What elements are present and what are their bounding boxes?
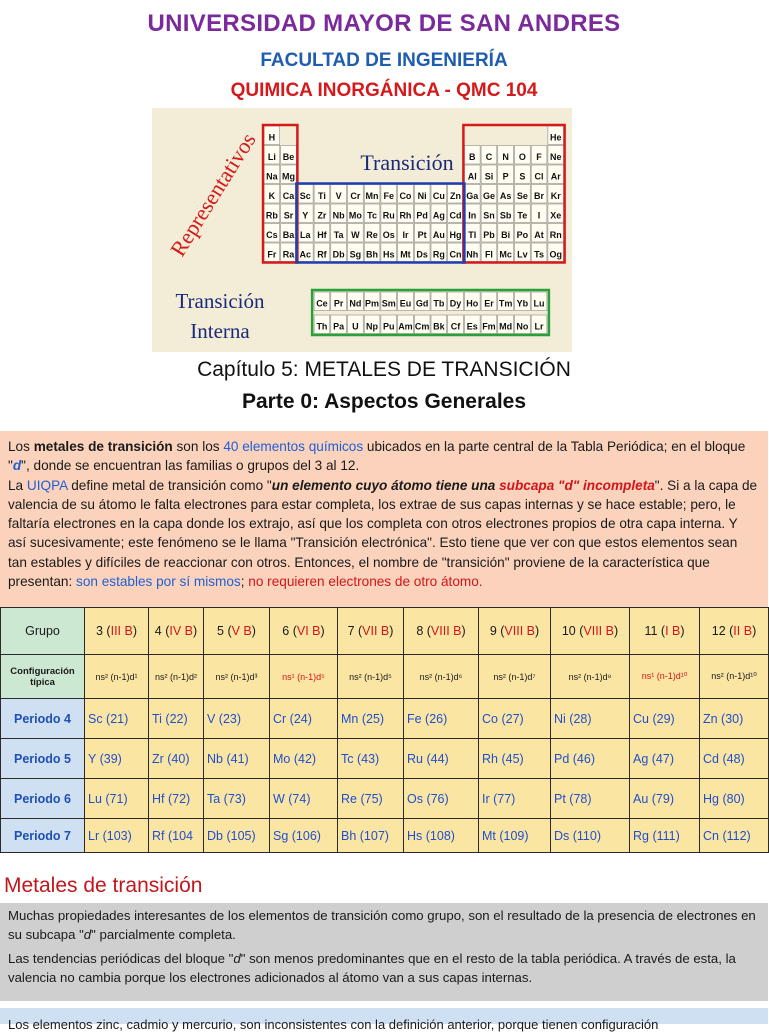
element-symbol: Mc — [499, 249, 512, 260]
element-symbol: Re — [366, 230, 378, 240]
element-symbol: Np — [366, 321, 379, 332]
element-symbol: Cd — [449, 210, 462, 221]
group-cell: 11 (I B) — [630, 608, 700, 655]
element-symbol: Th — [316, 321, 328, 332]
element-symbol: Ti — [318, 191, 326, 201]
element-symbol: Es — [466, 321, 478, 332]
element-symbol: Rf — [317, 249, 327, 260]
uiqpa-link[interactable]: UIQPA — [26, 477, 68, 493]
element-cell: Au (79) — [630, 779, 700, 819]
section-box — [0, 903, 768, 1001]
element-cell: Hs (108) — [404, 819, 479, 853]
element-cell: Mo (42) — [270, 739, 338, 779]
element-cell: Pt (78) — [551, 779, 630, 819]
element-cell: Ru (44) — [404, 739, 479, 779]
element-symbol: Ga — [466, 191, 479, 201]
period-row — [1, 739, 769, 779]
period-label: Periodo 6 — [1, 779, 85, 819]
element-symbol: Cs — [266, 230, 278, 240]
element-symbol: H — [268, 132, 276, 143]
element-symbol: Pd — [416, 210, 428, 221]
element-symbol: Al — [467, 171, 477, 182]
group-cell: 10 (VIII B) — [551, 608, 630, 655]
element-symbol: As — [499, 191, 512, 201]
element-cell: Nb (41) — [204, 739, 270, 779]
element-symbol: He — [549, 132, 562, 143]
transicion-label: Transición — [360, 150, 454, 175]
config-cell: ns² (n-1)d⁸ — [551, 655, 630, 699]
definition-bold: un elemento cuyo átomo tiene una — [271, 477, 500, 493]
element-cell: Cd (48) — [700, 739, 769, 779]
element-symbol: Bh — [366, 249, 379, 260]
period-row — [1, 819, 769, 853]
element-symbol: Sn — [483, 210, 495, 221]
element-symbol: Ts — [534, 249, 544, 260]
element-cell: Cr (24) — [270, 699, 338, 739]
element-cell: Fe (26) — [404, 699, 479, 739]
period-row — [1, 699, 769, 739]
element-symbol: Cu — [432, 191, 445, 201]
element-symbol: Rb — [265, 210, 278, 221]
element-symbol: Ne — [549, 152, 562, 162]
element-symbol: Lv — [517, 249, 528, 260]
element-symbol: Au — [432, 230, 445, 240]
element-symbol: Sb — [499, 210, 512, 221]
transition-metals-table — [0, 607, 769, 853]
note-text: Los elementos zinc, cadmio y mercurio, son inconsistentes con la definición anterior, porque tienen configuración — [8, 1017, 659, 1032]
element-symbol: Pa — [333, 321, 345, 332]
element-cell: Rf (104 — [149, 819, 204, 853]
intro-text: ". Si a la capa de valencia de su átomo le falta electrones para estar completa, los extrae de sus capas internas y se hace estable; pero, le faltaría electrones en la capa donde los extrajo, así que los completa con otros electrones propios de otra capa interna. Y así sucesivamente; este fenómeno se le llama "Transición electrónica". Esto tiene que ver con que estos elementos sean tan estables y difíciles de reaccionar con otros. Entonces, el nombre de "transición" proviene de la característica que presentan: — [8, 477, 758, 590]
config-cell: ns² (n-1)d¹ — [85, 655, 149, 699]
intro-text: ", donde se encuentran las familias o grupos del 3 al 12. — [21, 458, 360, 474]
element-symbol: K — [268, 191, 276, 201]
element-cell: Sc (21) — [85, 699, 149, 739]
config-cell: ns² (n-1)d⁷ — [479, 655, 551, 699]
element-symbol: Sg — [349, 249, 362, 260]
periodic-table-figure — [152, 108, 572, 352]
element-symbol: Ge — [482, 191, 495, 201]
element-symbol: Hs — [382, 249, 395, 260]
group-cell: 5 (V B) — [204, 608, 270, 655]
element-symbol: Lr — [534, 321, 544, 332]
elements-link[interactable]: 40 elementos químicos — [223, 439, 364, 454]
element-cell: Ir (77) — [479, 779, 551, 819]
definition-red: subcapa "d" incompleta — [499, 477, 655, 493]
config-cell: ns² (n-1)d⁵ — [338, 655, 404, 699]
config-cell: ns² (n-1)d⁶ — [404, 655, 479, 699]
element-symbol: F — [536, 152, 542, 162]
element-symbol: Pt — [417, 230, 427, 240]
element-symbol: Lu — [533, 298, 545, 309]
element-symbol: Zn — [450, 191, 462, 201]
element-symbol: Tl — [468, 230, 477, 240]
intro-d-letter: d — [12, 458, 22, 474]
intro-text: son los — [172, 439, 224, 454]
element-cell: V (23) — [204, 699, 270, 739]
element-cell: Sg (106) — [270, 819, 338, 853]
element-symbol: Ra — [282, 249, 295, 260]
period-label: Periodo 7 — [1, 819, 85, 853]
group-label: Grupo — [1, 608, 85, 655]
intro-text: La — [8, 477, 27, 493]
element-symbol: Li — [267, 152, 276, 162]
element-symbol: Bi — [501, 230, 511, 240]
config-cell: ns¹ (n-1)d⁵ — [270, 655, 338, 699]
element-symbol: At — [534, 230, 544, 240]
element-symbol: N — [502, 152, 509, 162]
course-title: QUIMICA INORGÁNICA - QMC 104 — [230, 80, 538, 101]
element-symbol: Nh — [466, 249, 479, 260]
period-label: Periodo 4 — [1, 699, 85, 739]
config-cell: ns² (n-1)d² — [149, 655, 204, 699]
intro-bold: metales de transición — [33, 439, 173, 454]
element-symbol: Br — [534, 191, 545, 201]
university-title: UNIVERSIDAD MAYOR DE SAN ANDRES — [147, 10, 621, 37]
group-cell: 4 (IV B) — [149, 608, 204, 655]
element-cell: Hg (80) — [700, 779, 769, 819]
config-cell: ns² (n-1)d³ — [204, 655, 270, 699]
element-symbol: V — [335, 191, 342, 201]
element-cell: Re (75) — [338, 779, 404, 819]
element-symbol: Ds — [416, 249, 428, 260]
element-symbol: Cm — [414, 321, 430, 332]
element-cell: Zr (40) — [149, 739, 204, 779]
element-symbol: Dy — [449, 298, 462, 309]
element-symbol: W — [351, 230, 360, 240]
intro-text: ; — [240, 574, 249, 590]
element-symbol: Bk — [433, 321, 445, 332]
representativos-label: Representativos — [165, 128, 261, 261]
period-row — [1, 779, 769, 819]
element-cell: Ta (73) — [204, 779, 270, 819]
element-symbol: Nd — [349, 298, 362, 309]
transicion-interna-label-1: Transición — [175, 289, 265, 313]
element-cell: Cu (29) — [630, 699, 700, 739]
element-symbol: Nb — [332, 210, 345, 221]
element-symbol: Db — [332, 249, 345, 260]
element-cell: Lu (71) — [85, 779, 149, 819]
element-symbol: Hf — [317, 230, 327, 240]
section-paragraph-1: Muchas propiedades interesantes de los elementos de transición como grupo, son el resultado de la presencia de electrones en su subcapa "d" parcialmente completa. — [8, 908, 756, 942]
element-symbol: Tc — [367, 210, 377, 221]
element-symbol: La — [299, 230, 311, 240]
element-symbol: Ta — [333, 230, 344, 240]
element-cell: Mn (25) — [338, 699, 404, 739]
element-symbol: Cl — [534, 171, 544, 182]
element-symbol: Se — [516, 191, 528, 201]
element-symbol: Po — [516, 230, 529, 240]
element-cell: Os (76) — [404, 779, 479, 819]
element-cell: Cn (112) — [700, 819, 769, 853]
element-symbol: Am — [398, 321, 413, 332]
element-cell: Co (27) — [479, 699, 551, 739]
element-symbol: S — [519, 171, 526, 182]
element-symbol: Te — [517, 210, 528, 221]
element-symbol: Cr — [350, 191, 361, 201]
element-symbol: P — [502, 171, 509, 182]
config-cell: ns¹ (n-1)d¹⁰ — [630, 655, 700, 699]
element-symbol: O — [518, 152, 526, 162]
element-symbol: In — [468, 210, 477, 221]
element-cell: Pd (46) — [551, 739, 630, 779]
element-symbol: I — [537, 210, 541, 221]
period-label: Periodo 5 — [1, 739, 85, 779]
config-row — [1, 655, 769, 699]
element-symbol: Eu — [399, 298, 412, 309]
element-symbol: Pu — [382, 321, 395, 332]
section-paragraph-2: Las tendencias periódicas del bloque "d" son menos predominantes que en el resto de la tabla periódica. A través de esta, la valencia no cambia porque los electrones adicionados al átomo van a sus capas internas. — [8, 951, 736, 985]
element-cell: Zn (30) — [700, 699, 769, 739]
element-symbol: Md — [499, 321, 513, 332]
element-symbol: Ag — [432, 210, 445, 221]
intro-text: Los — [8, 439, 34, 454]
group-cell: 7 (VII B) — [338, 608, 404, 655]
element-symbol: Pm — [365, 298, 380, 309]
element-symbol: Ar — [550, 171, 561, 182]
element-cell: Rh (45) — [479, 739, 551, 779]
element-symbol: Rn — [549, 230, 562, 240]
element-symbol: Mt — [400, 249, 411, 260]
element-cell: Ag (47) — [630, 739, 700, 779]
element-symbol: Er — [484, 298, 494, 309]
element-symbol: Ba — [282, 230, 295, 240]
element-symbol: Ce — [316, 298, 328, 309]
element-symbol: Mn — [365, 191, 379, 201]
element-symbol: Be — [282, 152, 295, 162]
element-symbol: B — [469, 152, 476, 162]
element-symbol: Cf — [450, 321, 461, 332]
element-cell: Lr (103) — [85, 819, 149, 853]
element-symbol: Sr — [283, 210, 294, 221]
element-symbol: Y — [302, 210, 309, 221]
element-cell: W (74) — [270, 779, 338, 819]
element-symbol: Tb — [433, 298, 445, 309]
element-symbol: Kr — [550, 191, 561, 201]
element-symbol: Ca — [282, 191, 295, 201]
element-symbol: Gd — [415, 298, 429, 309]
element-cell: Ti (22) — [149, 699, 204, 739]
element-symbol: Fr — [267, 249, 277, 260]
element-symbol: Fe — [383, 191, 395, 201]
element-symbol: Si — [484, 171, 494, 182]
transicion-interna-label-2: Interna — [190, 319, 250, 343]
section-title: Metales de transición — [4, 874, 203, 897]
intro-box — [0, 431, 768, 607]
group-cell: 3 (III B) — [85, 608, 149, 655]
periodic-table-svg — [152, 108, 572, 352]
element-symbol: Pr — [333, 298, 344, 309]
element-symbol: Na — [266, 171, 278, 182]
element-cell: Ni (28) — [551, 699, 630, 739]
element-cell: Ds (110) — [551, 819, 630, 853]
element-symbol: Sm — [381, 298, 396, 309]
element-symbol: Os — [382, 230, 395, 240]
element-symbol: Rh — [399, 210, 412, 221]
element-symbol: Ru — [382, 210, 395, 221]
element-symbol: Fm — [482, 321, 496, 332]
group-cell: 8 (VIII B) — [404, 608, 479, 655]
element-symbol: Xe — [550, 210, 562, 221]
element-symbol: Mg — [282, 171, 296, 182]
element-cell: Y (39) — [85, 739, 149, 779]
element-cell: Tc (43) — [338, 739, 404, 779]
element-symbol: Ni — [417, 191, 427, 201]
element-cell: Db (105) — [204, 819, 270, 853]
element-symbol: Ir — [402, 230, 409, 240]
part-title: Parte 0: Aspectos Generales — [241, 390, 527, 413]
element-cell: Bh (107) — [338, 819, 404, 853]
element-symbol: Ac — [299, 249, 312, 260]
element-symbol: Tm — [498, 298, 513, 309]
stable-text: son estables por sí mismos — [76, 574, 241, 590]
element-symbol: Mo — [348, 210, 362, 221]
faculty-title: FACULTAD DE INGENIERÍA — [260, 50, 508, 71]
element-symbol: Sc — [299, 191, 311, 201]
element-symbol: Cn — [449, 249, 462, 260]
element-cell: Hf (72) — [149, 779, 204, 819]
element-cell: Mt (109) — [479, 819, 551, 853]
chapter-title: Capítulo 5: METALES DE TRANSICIÓN — [197, 358, 571, 381]
group-cell: 6 (VI B) — [270, 608, 338, 655]
no-electrons-text: no requieren electrones de otro átomo. — [248, 574, 483, 590]
element-symbol: Co — [399, 191, 412, 201]
element-symbol: Yb — [516, 298, 529, 309]
element-symbol: U — [352, 321, 359, 332]
element-cell: Rg (111) — [630, 819, 700, 853]
element-symbol: Pb — [483, 230, 495, 240]
group-cell: 9 (VIII B) — [479, 608, 551, 655]
element-symbol: Fl — [484, 249, 493, 260]
element-symbol: Zr — [317, 210, 327, 221]
config-label: Configuración típica — [1, 655, 85, 699]
element-symbol: Rg — [432, 249, 445, 260]
group-header-row — [1, 608, 769, 655]
group-cell: 12 (II B) — [700, 608, 769, 655]
intro-text: ubicados en la parte central de la Tabla Periódica; en el bloque " — [8, 439, 746, 474]
note-box — [0, 1008, 768, 1032]
element-symbol: C — [485, 152, 493, 162]
element-symbol: No — [516, 321, 529, 332]
intro-text: define metal de transición como " — [67, 477, 272, 493]
config-cell: ns² (n-1)d¹⁰ — [700, 655, 769, 699]
element-symbol: Hg — [449, 230, 462, 240]
element-symbol: Ho — [466, 298, 479, 309]
element-symbol: Og — [549, 249, 562, 260]
